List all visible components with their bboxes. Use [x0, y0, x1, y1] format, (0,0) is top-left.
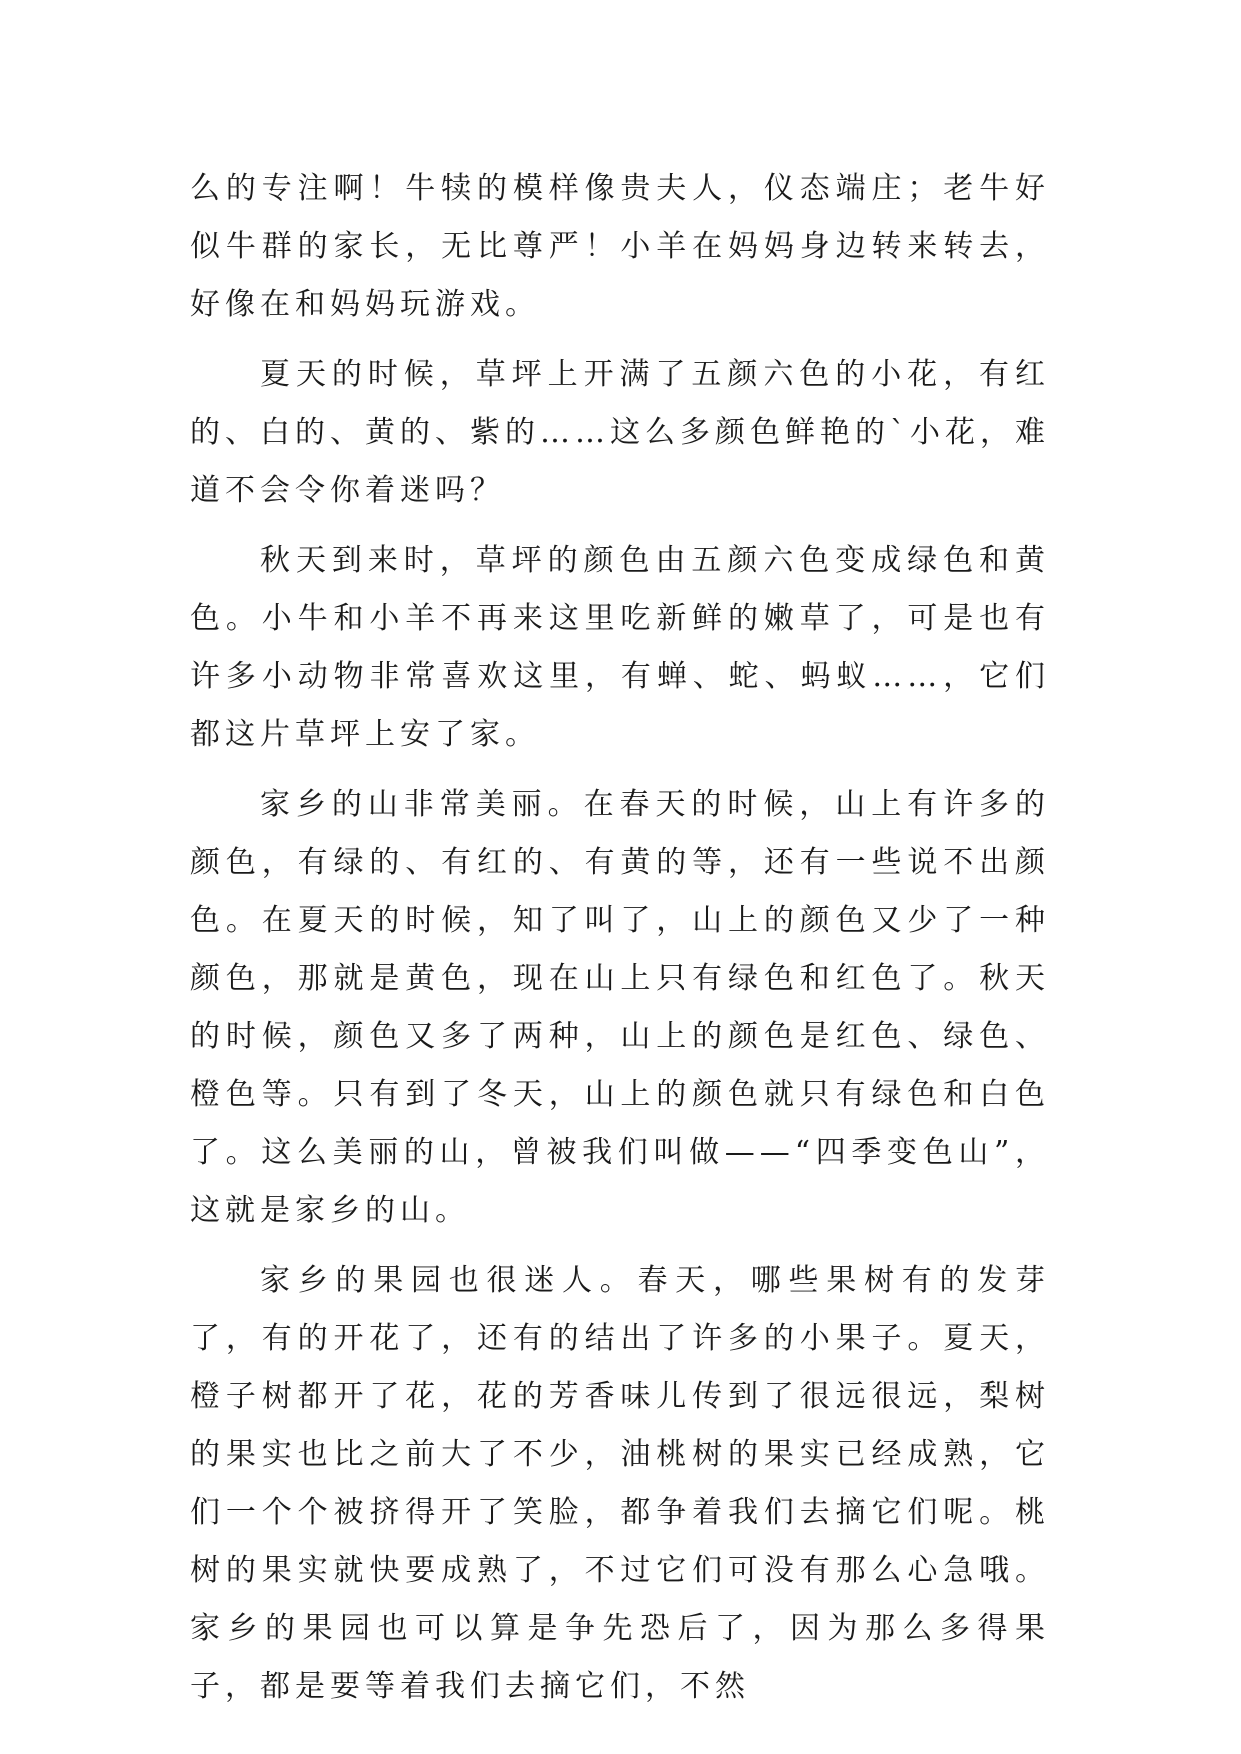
paragraph-1: 么的专注啊！牛犊的模样像贵夫人，仪态端庄；老牛好似牛群的家长，无比尊严！小羊在妈妈身边转来转去，好像在和妈妈玩游戏。 [190, 171, 1050, 322]
paragraph-3: 秋天到来时，草坪的颜色由五颜六色变成绿色和黄色。小牛和小羊不再来这里吃新鲜的嫩草了，可是也有许多小动物非常喜欢这里，有蝉、蛇、蚂蚁……，它们都这片草坪上安了家。 [190, 543, 1050, 752]
paragraph-2: 夏天的时候，草坪上开满了五颜六色的小花，有红的、白的、黄的、紫的……这么多颜色鲜艳的`小花，难道不会令你着迷吗？ [190, 357, 1050, 508]
paragraph-5: 家乡的果园也很迷人。春天，哪些果树有的发芽了，有的开花了，还有的结出了许多的小果子。夏天，橙子树都开了花，花的芳香味儿传到了很远很远，梨树的果实也比之前大了不少，油桃树的果实已经成熟，它们一个个被挤得开了笑脸，都争着我们去摘它们呢。桃树的果实就快要成熟了，不过它们可没有那么心急哦。家乡的果园也可以算是争先恐后了，因为那么多得果子，都是要等着我们去摘它们，不然 [190, 1263, 1050, 1704]
document-body [190, 160, 1050, 1728]
paragraph-4: 家乡的山非常美丽。在春天的时候，山上有许多的颜色，有绿的、有红的、有黄的等，还有一些说不出颜色。在夏天的时候，知了叫了，山上的颜色又少了一种颜色，那就是黄色，现在山上只有绿色和红色了。秋天的时候，颜色又多了两种，山上的颜色是红色、绿色、橙色等。只有到了冬天，山上的颜色就只有绿色和白色了。这么美丽的山，曾被我们叫做——“四季变色山”，这就是家乡的山。 [190, 787, 1050, 1228]
